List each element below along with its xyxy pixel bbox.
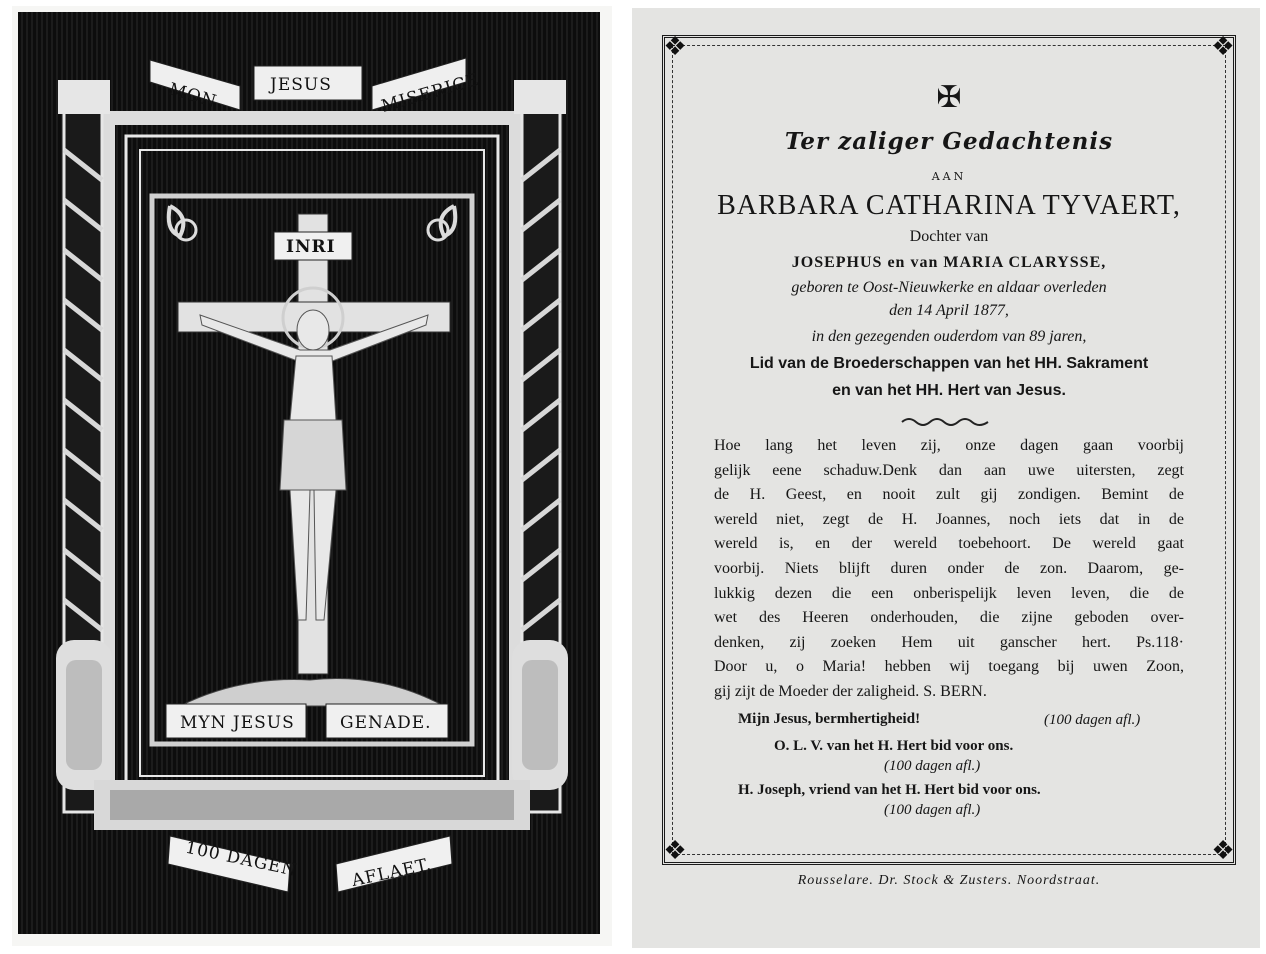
prayer-1: Mijn Jesus, bermhertigheid!: [738, 711, 921, 727]
corner-ornament-tr: ❖: [1211, 32, 1235, 62]
middle-banner: [166, 704, 448, 738]
membership-line-2: en van het HH. Hert van Jesus.: [832, 382, 1066, 399]
text-line: Door u, o Maria! hebben wij toegang bij uwen Zoon,: [714, 658, 1184, 676]
banner-word-mon: MON: [166, 79, 220, 113]
text-line: voorbij. Niets blijft duren onder de zon. Daarom, ge-: [714, 559, 1184, 577]
prayer-1-note: (100 dagen afl.): [1044, 712, 1141, 728]
text-line: denken, zij zoeken Hem uit ganscher hert. Ps.118·: [714, 633, 1184, 651]
banner-word-jesus: JESUS: [270, 75, 332, 95]
cross-icon: ✠: [936, 80, 962, 115]
inri-label: INRI: [286, 237, 336, 257]
banner-word-miserice: MISERICE: [379, 69, 482, 117]
wavy-divider: [900, 416, 990, 428]
age-text: in den gezegenden ouderdom van 89 jaren,: [811, 328, 1087, 345]
bottom-banner: [168, 836, 452, 892]
membership-line-1: Lid van de Broederschappen van het HH. Sakrament: [749, 355, 1149, 372]
corner-ornament-br: ❖: [1211, 836, 1235, 866]
top-banner: [150, 58, 482, 117]
dochter-label: Dochter van: [909, 228, 989, 245]
birth-place: geboren te Oost-Nieuwkerke en aldaar overleden: [791, 279, 1107, 296]
text-line: wereld is, en der wereld toebehoort. De wereld gaat: [714, 535, 1184, 553]
banner-100-dagen: 100 DAGEN: [183, 837, 299, 881]
text-line: de H. Geest, en nooit zult gij zondigen. Bemint de: [714, 486, 1184, 504]
corner-ornament-bl: ❖: [663, 836, 687, 866]
card-heading: Ter zaliger Gedachtenis: [784, 128, 1114, 155]
printer-footer: Rousselare. Dr. Stock & Zusters. Noordstraat.: [797, 873, 1101, 888]
prayer-3: H. Joseph, vriend van het H. Hert bid voor ons.: [738, 782, 1041, 798]
parents-names: JOSEPHUS en van MARIA CLARYSSE,: [791, 254, 1107, 271]
deceased-name: BARBARA CATHARINA TYVAERT,: [717, 190, 1181, 221]
text-line: gij zijt de Moeder der zaligheid. S. BERN.: [714, 682, 987, 700]
golgotha-ground: [180, 678, 444, 706]
aan-label: AAN: [931, 170, 967, 183]
banner-genade: GENADE.: [340, 713, 432, 733]
text-line: Hoe lang het leven zij, onze dagen gaan voorbij: [714, 437, 1184, 454]
prayer-2: O. L. V. van het H. Hert bid voor ons.: [774, 738, 1014, 754]
prayer-3-note: (100 dagen afl.): [884, 802, 981, 818]
banner-myn-jesus: MYN JESUS: [180, 713, 295, 733]
scripture-text: [714, 434, 1184, 705]
text-line: wet des Heeren onderhouden, die zijne geboden over-: [714, 609, 1184, 627]
text-line: lukkig dezen die een onberispelijk leven leven, die de: [714, 584, 1184, 602]
text-line: gelijk eene schaduw.Denk dan aan uwe uitersten, zegt: [714, 461, 1184, 479]
death-date: den 14 April 1877,: [889, 302, 1009, 319]
prayer-2-note: (100 dagen afl.): [884, 758, 981, 774]
corner-ornament-tl: ❖: [663, 32, 687, 62]
text-line: wereld niet, zegt de H. Joannes, noch iets dat in de: [714, 510, 1184, 528]
banner-aflaet: AFLAET.: [350, 854, 434, 892]
